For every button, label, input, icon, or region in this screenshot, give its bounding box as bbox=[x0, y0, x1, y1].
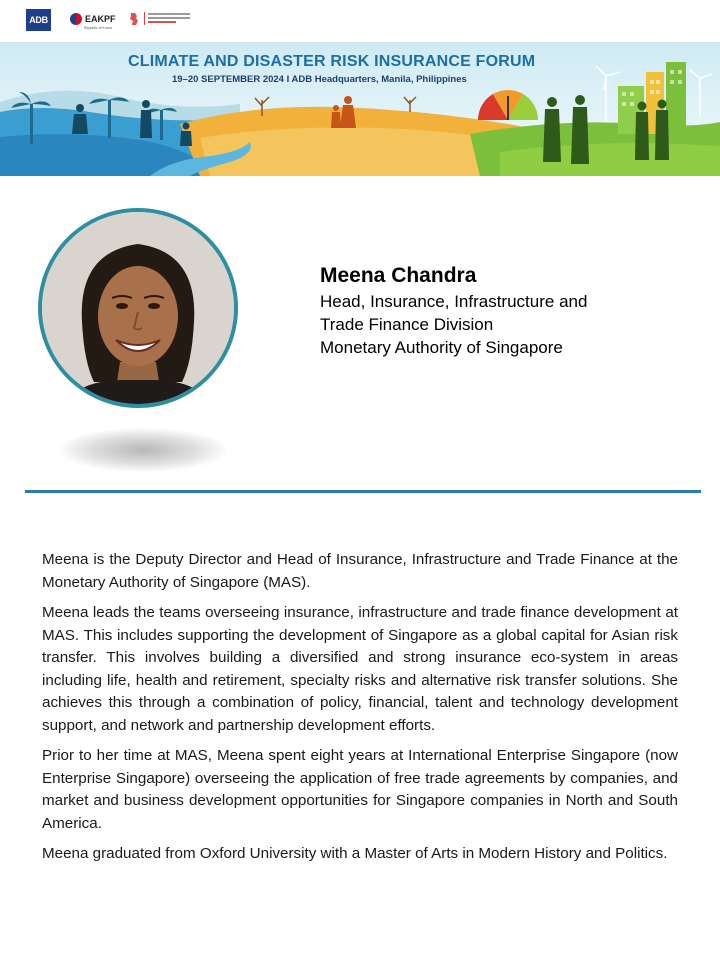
speaker-title-line-2: Trade Finance Division bbox=[320, 315, 494, 334]
banner-title: CLIMATE AND DISASTER RISK INSURANCE FORUM bbox=[128, 53, 536, 70]
bio-paragraph-1: Meena is the Deputy Director and Head of Insurance, Infrastructure and Trade Finance at the Monetary Authority of Singapore (MAS). bbox=[42, 551, 678, 591]
logo-strip bbox=[0, 0, 720, 42]
speaker-title-line-1: Head, Insurance, Infrastructure and bbox=[320, 292, 588, 311]
profile-photo bbox=[42, 212, 234, 404]
section-divider bbox=[25, 490, 701, 493]
luxembourg-wordmark bbox=[144, 12, 190, 25]
portrait-illustration bbox=[42, 212, 234, 404]
photo-shadow bbox=[58, 428, 228, 472]
lion-icon bbox=[128, 12, 140, 26]
luxembourg-logo bbox=[128, 12, 190, 26]
profile-photo-ring bbox=[38, 208, 238, 408]
eakpf-label: EAKPF bbox=[85, 14, 116, 24]
bio-paragraph-3: Prior to her time at MAS, Meena spent eight years at International Enterprise Singapore (now Enterprise Singapore) overseeing the application of free trade agreements by companies, and market and business development opportunities for Singapore companies in North and South America. bbox=[42, 747, 678, 832]
speaker-name: Meena Chandra bbox=[320, 264, 477, 287]
bio-paragraph-4: Meena graduated from Oxford University with a Master of Arts in Modern History and Politics. bbox=[42, 845, 668, 862]
speaker-organization: Monetary Authority of Singapore bbox=[320, 338, 563, 357]
speaker-bio bbox=[42, 549, 678, 874]
bio-paragraph-2: Meena leads the teams overseeing insurance, infrastructure and trade finance development at MAS. This includes supporting the development of Singapore as a global capital for Asian risk transfer. This involves building a diversified and strong insurance eco-system in areas including life, health and retirement, specialty risks and alternative risk transfer solutions. She achieves this through a combination of policy, financial, talent and technology development support, and network and partnership development efforts. bbox=[42, 604, 678, 734]
taegeuk-icon bbox=[70, 13, 82, 25]
forum-banner bbox=[0, 42, 720, 176]
eakpf-logo bbox=[70, 13, 116, 25]
banner-subtitle: 19–20 SEPTEMBER 2024 I ADB Headquarters, Manila, Philippines bbox=[172, 74, 467, 85]
eakpf-sublabel: Republic of Korea bbox=[84, 26, 112, 30]
adb-logo: ADB bbox=[26, 9, 51, 31]
